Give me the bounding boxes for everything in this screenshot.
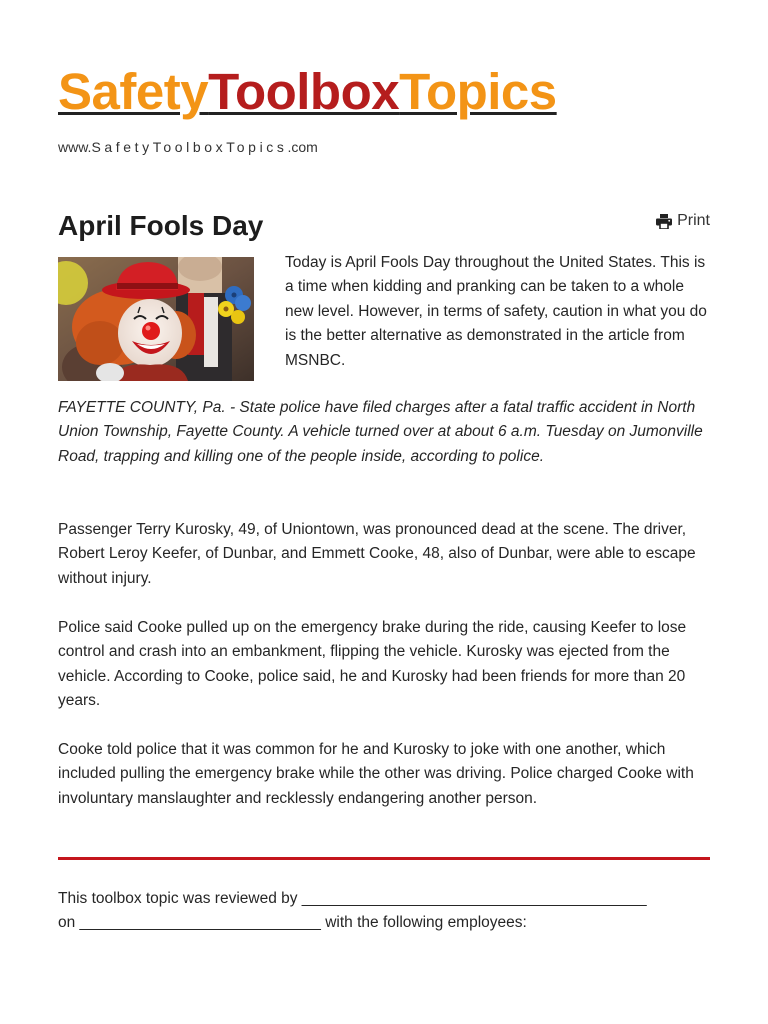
article-paragraph: Passenger Terry Kurosky, 49, of Uniontown, was pronounced dead at the scene. The driver, Robert Leroy Keefer, of Dunbar, and Emmett Cooke, 48, also of Dunbar, were able to escape without injury. [58,521,696,587]
logo-word-toolbox: Toolbox [208,63,400,120]
print-button[interactable] [656,212,710,230]
article-paragraph: Police said Cooke pulled up on the emergency brake during the ride, causing Keefer to lose control and crash into an embankment, flipping the vehicle. Kurosky was ejected from the vehicle. According to Cooke, police said, he and Kurosky had been friends for more than 20 years. [58,619,687,710]
clown-photo [58,257,254,381]
logo-word-topics: Topics [399,63,557,120]
reviewed-by-line: This toolbox topic was reviewed by ________________________________________ [58,890,647,907]
review-signoff [58,887,718,936]
article-paragraph: Cooke told police that it was common for he and Kurosky to joke with one another, which included pulling the emergency brake while the other was driving. Police charged Cooke with involuntary manslaughter and recklessly endangering another person. [58,741,694,807]
intro-paragraph: Today is April Fools Day throughout the United States. This is a time when kidding and pranking can be taken to a whole new level. However, in terms of safety, caution in what you do is the better alternative as demonstrated in the article from MSNBC. [285,254,707,369]
site-url[interactable] [58,139,318,155]
printer-icon [656,214,672,229]
site-url-name: SafetyToolboxTopics [91,139,288,155]
site-logo[interactable] [58,63,557,120]
site-url-suffix: .com [287,139,318,155]
section-divider [58,857,710,860]
article-title: April Fools Day [58,210,264,241]
msnbc-quote: FAYETTE COUNTY, Pa. - State police have filed charges after a fatal traffic accident in North Union Township, Fayette County. A vehicle turned over at about 6 a.m. Tuesday on Jumonville Road, trapping and killing one of the people inside, according to police. [58,399,703,465]
print-label: Print [677,212,710,229]
logo-word-safety: Safety [58,63,209,120]
review-date-line: on ____________________________ with the following employees: [58,914,527,932]
site-url-prefix: www. [58,139,92,155]
